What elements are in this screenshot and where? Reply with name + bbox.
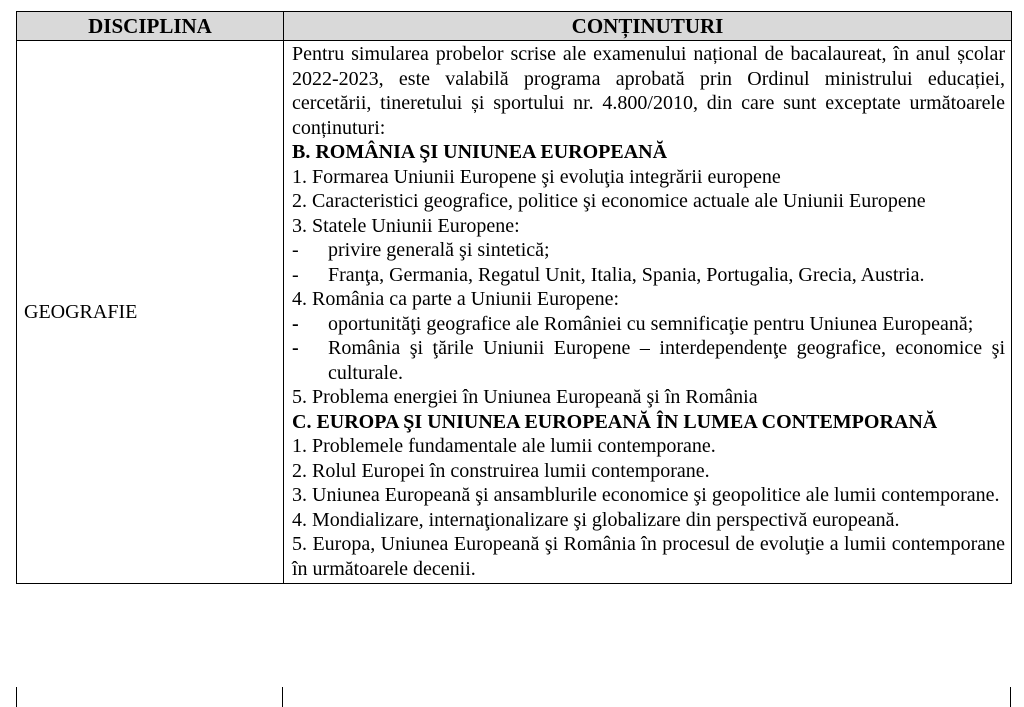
border-line bbox=[16, 687, 17, 707]
list-item: 1. Formarea Uniunii Europene şi evoluţia integrării europene bbox=[292, 165, 781, 188]
dash-marker: - bbox=[292, 337, 299, 359]
section-b-title: B. ROMÂNIA ŞI UNIUNEA EUROPEANĂ bbox=[292, 141, 668, 163]
dash-item bbox=[292, 238, 1005, 263]
discipline-cell: GEOGRAFIE bbox=[17, 41, 284, 584]
list-item: 2. Rolul Europei în construirea lumii contemporane. bbox=[292, 459, 710, 482]
border-line bbox=[1010, 687, 1011, 707]
header-discipline: DISCIPLINA bbox=[17, 12, 284, 41]
dash-item-text: România şi ţările Uniunii Europene – interdependenţe geografice, economice şi culturale. bbox=[328, 337, 1005, 384]
syllabus-document bbox=[16, 11, 1011, 584]
list-item: 3. Statele Uniunii Europene: bbox=[292, 214, 520, 237]
dash-item-text: oportunităţi geografice ale României cu semnificaţie pentru Uniunea Europeană; bbox=[328, 312, 974, 335]
dash-item bbox=[292, 263, 1005, 288]
next-row-edge bbox=[16, 687, 1011, 707]
list-item: 4. România ca parte a Uniunii Europene: bbox=[292, 288, 620, 310]
intro-paragraph: Pentru simularea probelor scrise ale examenului național de bacalaureat, în anul școlar 2022-2023, este valabilă programa aprobată prin Ordinul ministrului educației, cercetării, tineretului și sportului nr. 4.800/2010, din care sunt exceptate următoarele conținuturi: bbox=[292, 43, 1005, 139]
list-item: 4. Mondializare, internaţionalizare şi globalizare din perspectivă europeană. bbox=[292, 508, 900, 531]
syllabus-table bbox=[16, 11, 1012, 584]
header-contents: CONȚINUTURI bbox=[284, 12, 1012, 41]
list-item: 3. Uniunea Europeană şi ansamblurile economice şi geopolitice ale lumii contemporane. bbox=[292, 484, 1000, 506]
border-line bbox=[282, 687, 283, 707]
dash-marker: - bbox=[292, 312, 299, 335]
list-item: 1. Problemele fundamentale ale lumii contemporane. bbox=[292, 435, 716, 457]
list-item: 5. Problema energiei în Uniunea Europeană şi în România bbox=[292, 386, 758, 408]
list-item: 2. Caracteristici geografice, politice şi economice actuale ale Uniunii Europene bbox=[292, 190, 926, 212]
dash-marker: - bbox=[292, 239, 299, 261]
dash-item bbox=[292, 336, 1005, 385]
dash-item-text: Franţa, Germania, Regatul Unit, Italia, Spania, Portugalia, Grecia, Austria. bbox=[328, 263, 925, 286]
list-item: 5. Europa, Uniunea Europeană şi România în procesul de evoluţie a lumii contemporane în următoarele decenii. bbox=[292, 533, 1005, 580]
contents-cell bbox=[284, 41, 1012, 584]
dash-item bbox=[292, 312, 1005, 337]
table-row bbox=[17, 41, 1012, 584]
table-header-row bbox=[17, 12, 1012, 41]
dash-item-text: privire generală şi sintetică; bbox=[328, 239, 550, 261]
section-c-title: C. EUROPA ŞI UNIUNEA EUROPEANĂ ÎN LUMEA CONTEMPORANĂ bbox=[292, 410, 938, 433]
dash-marker: - bbox=[292, 263, 299, 286]
